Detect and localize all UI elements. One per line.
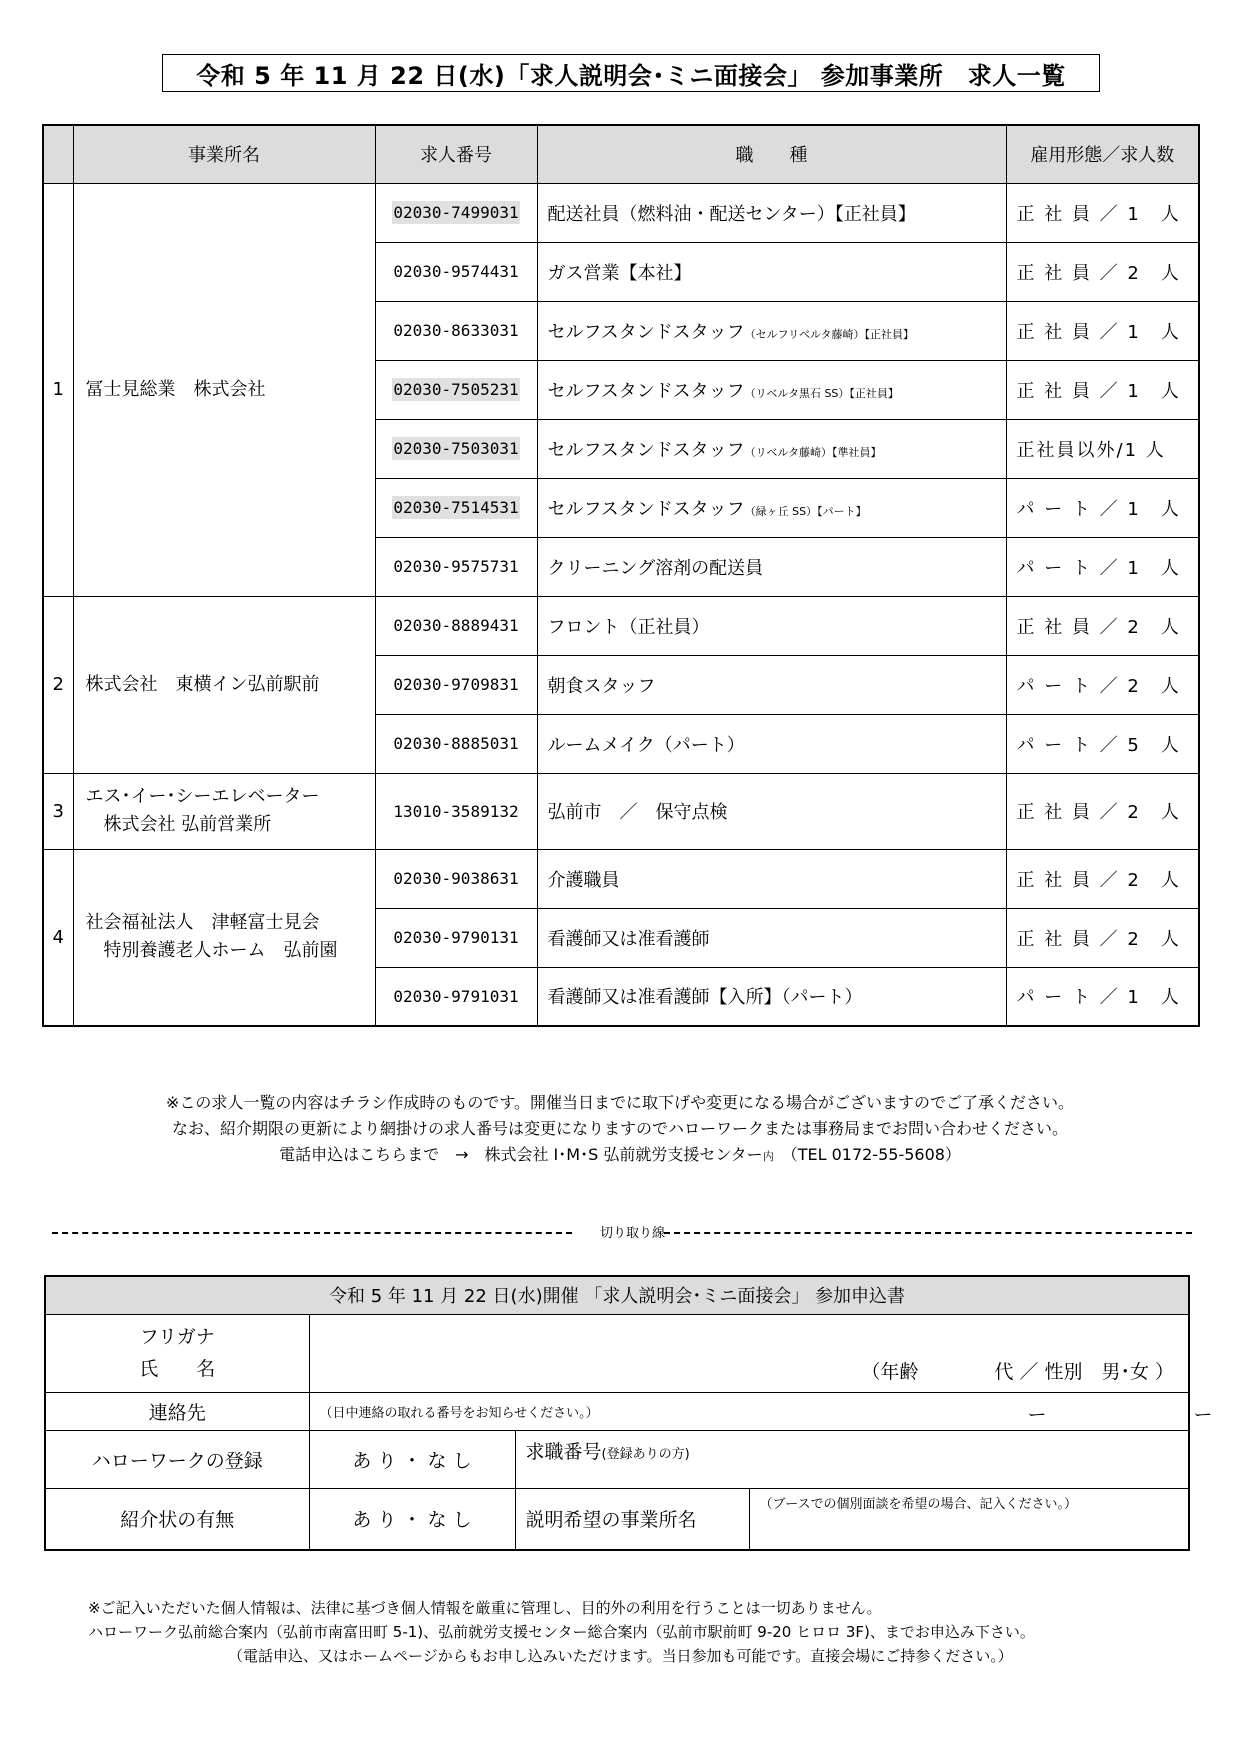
job-number: 02030-7503031	[393, 439, 519, 458]
job-number: 02030-9790131	[393, 928, 519, 947]
employment-type: パ ー ト ／ 1 人	[1006, 967, 1199, 1026]
job-title: セルフスタンドスタッフ	[547, 380, 745, 402]
job-title: セルフスタンドスタッフ	[547, 439, 745, 461]
company-name-line: 株式会社 東横イン弘前駅前	[85, 673, 320, 695]
job-title-cell	[537, 301, 1006, 360]
job-title-cell	[537, 242, 1006, 301]
job-title-detail: （リベルタ藤崎）【準社員】	[744, 445, 882, 459]
phone-number: （TEL 0172-55-5608）	[789, 1145, 961, 1164]
job-title-cell	[537, 537, 1006, 596]
company-name	[73, 773, 375, 849]
job-title: 看護師又は准看護師【入所】（パート）	[547, 987, 863, 1009]
header-job-type: 職 種	[537, 125, 1006, 183]
job-title: クリーニング溶剤の配送員	[547, 557, 764, 579]
table-row	[43, 849, 1199, 908]
job-number-cell	[375, 478, 537, 537]
contact-dash-2: ー	[1193, 1403, 1213, 1426]
footer-line-2: ハローワーク弘前総合案内（弘前市南富田町 5-1)、弘前就労支援センター総合案内（弘前市駅前町 9-20 ヒロロ 3F)、までお申込み下さい。	[88, 1623, 1035, 1641]
job-number-cell	[375, 242, 537, 301]
job-title-detail: （セルフリベルタ藤崎）【正社員】	[744, 327, 915, 341]
job-title-cell	[537, 849, 1006, 908]
company-name	[73, 596, 375, 773]
job-title: 朝食スタッフ	[547, 675, 656, 697]
job-title-cell	[537, 655, 1006, 714]
job-title-cell	[537, 967, 1006, 1026]
employment-type: パ ー ト ／ 2 人	[1006, 655, 1199, 714]
job-number: 02030-9791031	[393, 986, 519, 1006]
cut-dash-left	[52, 1232, 572, 1234]
footer-line-3: （電話申込、又はホームページからもお申し込みいただけます。当日参加も可能です。直接会場にご持参ください。）	[228, 1647, 1013, 1665]
referral-label: 紹介状の有無	[45, 1488, 309, 1550]
company-name-line: エス･イー･シーエレベーター	[85, 786, 320, 807]
job-title-cell	[537, 714, 1006, 773]
job-title: 介護職員	[547, 869, 620, 891]
employment-type: 正 社 員 ／ 2 人	[1006, 773, 1199, 849]
job-title-detail: （リベルタ黒石 SS）【正社員】	[744, 386, 899, 400]
employment-type: 正 社 員 ／ 2 人	[1006, 908, 1199, 967]
company-number: 1	[43, 183, 73, 596]
job-number: 02030-9038631	[393, 869, 519, 888]
job-seeker-number-label: 求職番号	[525, 1440, 602, 1463]
job-number-cell	[375, 301, 537, 360]
job-title: ガス営業【本社】	[547, 262, 692, 284]
employment-type: パ ー ト ／ 1 人	[1006, 537, 1199, 596]
job-number-cell	[375, 419, 537, 478]
application-form	[44, 1275, 1213, 1551]
name-label: 氏 名	[139, 1358, 216, 1380]
job-title: 弘前市 ／ 保守点検	[547, 802, 728, 823]
note-line-3	[0, 1142, 1240, 1165]
note-line-2: なお、紹介期限の更新により網掛けの求人番号は変更になりますのでハローワークまたは事務局までお問い合わせください。	[171, 1119, 1068, 1138]
job-number: 02030-8633031	[393, 321, 519, 340]
company-number: 2	[43, 596, 73, 773]
job-number: 02030-8885031	[393, 734, 519, 753]
contact-dash-1: ー	[1027, 1403, 1047, 1426]
contact-note: （日中連絡の取れる番号をお知らせください。）	[319, 1405, 599, 1421]
table-row	[43, 773, 1199, 849]
job-title-cell	[537, 478, 1006, 537]
job-table-body	[43, 183, 1199, 1026]
employment-type: パ ー ト ／ 5 人	[1006, 714, 1199, 773]
job-number: 02030-9574431	[393, 262, 519, 281]
job-number-cell	[375, 360, 537, 419]
employment-type: パ ー ト ／ 1 人	[1006, 478, 1199, 537]
job-number: 02030-9575731	[393, 557, 519, 576]
job-title: フロント（正社員）	[547, 616, 710, 638]
job-title: セルフスタンドスタッフ	[547, 498, 745, 520]
employment-type: 正 社 員 ／ 1 人	[1006, 183, 1199, 242]
job-title-cell	[537, 360, 1006, 419]
employment-type: 正 社 員 ／ 1 人	[1006, 301, 1199, 360]
cut-line-label: 切り取り線	[600, 1226, 666, 1241]
job-number: 02030-7514531	[393, 498, 519, 517]
contact-label: 連絡先	[45, 1392, 309, 1430]
job-title-detail: （緑ヶ丘 SS）【パート】	[744, 504, 867, 518]
job-title-cell	[537, 596, 1006, 655]
phone-application-text: 電話申込はこちらまで → 株式会社 I･M･S 弘前就労支援センター	[279, 1145, 763, 1164]
job-seeker-number-note: (登録ありの方)	[601, 1446, 690, 1462]
job-title: 看護師又は准看護師	[547, 928, 710, 950]
desired-company-label: 説明希望の事業所名	[515, 1488, 749, 1550]
job-number: 02030-8889431	[393, 616, 519, 635]
referral-choice[interactable]: あ り ・ な し	[309, 1488, 515, 1550]
job-title-cell	[537, 908, 1006, 967]
company-name-line: 特別養護老人ホーム 弘前園	[85, 940, 338, 962]
form-title: 令和 5 年 11 月 22 日(水)開催 「求人説明会･ミニ面接会」 参加申込書	[45, 1276, 1189, 1314]
company-name	[73, 183, 375, 596]
employment-type: 正 社 員 ／ 2 人	[1006, 242, 1199, 301]
job-number-cell	[375, 773, 537, 849]
footer-line-1: ※ご記入いただいた個人情報は、法律に基づき個人情報を厳重に管理し、目的外の利用を行うことは一切ありません。	[88, 1599, 882, 1617]
company-number: 4	[43, 849, 73, 1026]
job-number-cell	[375, 714, 537, 773]
page-title: 令和 5 年 11 月 22 日(水)「求人説明会･ミニ面接会」 参加事業所 求人一覧	[162, 54, 1100, 92]
employment-type: 正社員以外/1 人	[1006, 419, 1199, 478]
employment-type: 正 社 員 ／ 2 人	[1006, 596, 1199, 655]
job-title: 配送社員（燃料油・配送センター）【正社員】	[547, 203, 916, 225]
contact-input-cell[interactable]	[309, 1392, 1213, 1430]
table-header-row	[43, 125, 1199, 183]
job-number-cell	[375, 849, 537, 908]
employment-type: 正 社 員 ／ 1 人	[1006, 360, 1199, 419]
age-gender-field[interactable]: （年齢 代 ／ 性別 男･女 ）	[861, 1360, 1175, 1383]
header-no	[43, 125, 73, 183]
cut-dash-right	[664, 1232, 1192, 1234]
job-title: ルームメイク（パート）	[547, 734, 745, 756]
job-title-cell	[537, 773, 1006, 849]
job-number-cell	[375, 596, 537, 655]
job-number: 13010-3589132	[393, 801, 519, 821]
header-employment: 雇用形態／求人数	[1006, 125, 1199, 183]
furigana-label: フリガナ	[139, 1326, 215, 1348]
form-row-hellowork	[45, 1430, 1189, 1488]
hellowork-choice[interactable]: あ り ・ な し	[309, 1430, 515, 1488]
job-listing-table	[42, 124, 1200, 1027]
job-title: セルフスタンドスタッフ	[547, 321, 745, 343]
phone-application-suffix: 内	[762, 1150, 774, 1163]
employment-type: 正 社 員 ／ 2 人	[1006, 849, 1199, 908]
job-number-cell	[375, 183, 537, 242]
company-name-line: 社会福祉法人 津軽富士見会	[85, 912, 320, 934]
company-name	[73, 849, 375, 1026]
job-title-cell	[537, 419, 1006, 478]
desired-company-input[interactable]	[749, 1488, 1189, 1550]
job-number: 02030-7499031	[393, 203, 519, 222]
job-title-cell	[537, 183, 1006, 242]
table-row	[43, 183, 1199, 242]
table-row	[43, 596, 1199, 655]
booth-note: （ブースでの個別面談を希望の場合、記入ください。）	[759, 1496, 1077, 1512]
header-job-number: 求人番号	[375, 125, 537, 183]
form-row-contact	[45, 1392, 1189, 1430]
company-number: 3	[43, 773, 73, 849]
name-label-cell	[45, 1314, 309, 1392]
job-number-cell	[375, 908, 537, 967]
job-number-cell	[375, 655, 537, 714]
note-line-1: ※この求人一覧の内容はチラシ作成時のものです。開催当日までに取下げや変更になる場合がございますのでご了承ください。	[165, 1093, 1075, 1112]
job-number: 02030-9709831	[393, 675, 519, 694]
name-input-cell[interactable]	[309, 1314, 1189, 1392]
job-number-cell	[375, 537, 537, 596]
job-number: 02030-7505231	[393, 380, 519, 399]
header-company: 事業所名	[73, 125, 375, 183]
form-row-referral	[45, 1488, 1189, 1550]
job-seeker-number-cell[interactable]	[515, 1430, 1189, 1488]
hellowork-label: ハローワークの登録	[45, 1430, 309, 1488]
cut-line	[52, 1222, 1192, 1242]
company-name-line: 冨士見総業 株式会社	[85, 378, 266, 400]
company-name-line: 株式会社 弘前営業所	[85, 814, 272, 835]
job-number-cell	[375, 967, 537, 1026]
form-row-name	[45, 1314, 1189, 1392]
